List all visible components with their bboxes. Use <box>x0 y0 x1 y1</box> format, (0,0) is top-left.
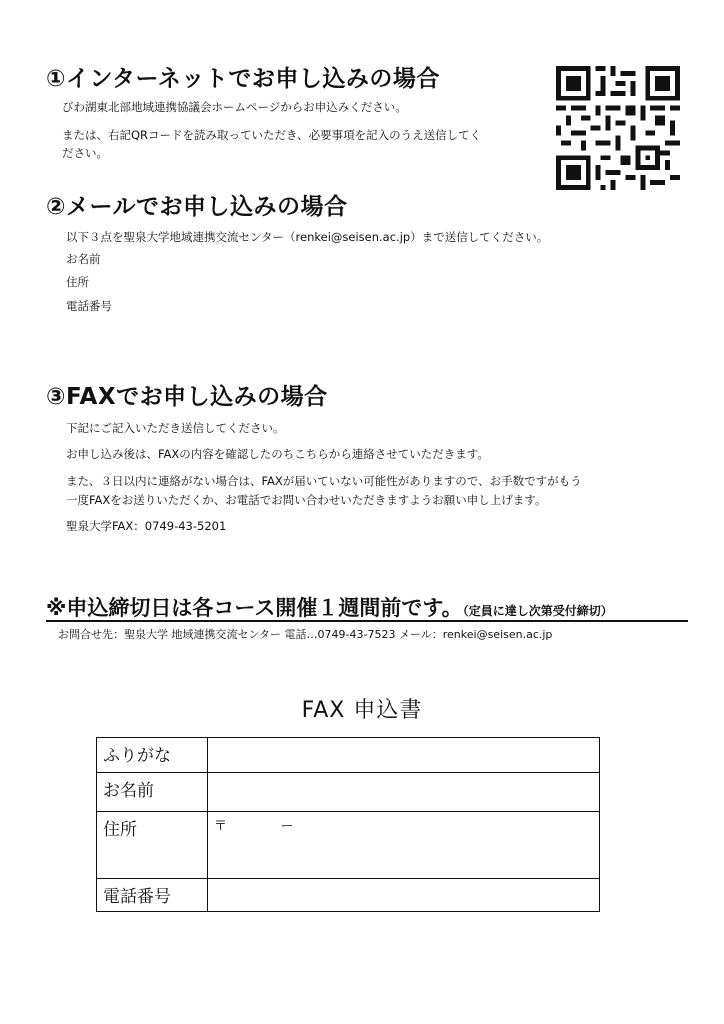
qr-code-icon[interactable] <box>556 66 680 190</box>
form-field-phone[interactable] <box>208 879 600 912</box>
section1-line2: または、右記QRコードを読み取っていただき、必要事項を記入のうえ送信してく <box>62 128 482 142</box>
section1-line3: ださい。 <box>62 146 108 160</box>
divider <box>46 620 688 622</box>
fax-application-form <box>96 737 600 912</box>
section3-heading: ③FAXでお申し込みの場合 <box>46 384 328 410</box>
section1-heading: ①インターネットでお申し込みの場合 <box>46 66 440 92</box>
form-title: FAX 申込書 <box>301 698 423 723</box>
section2-line1: 以下３点を聖泉大学地域連携交流センター（renkei@seisen.ac.jp）まで送信してください。 <box>66 230 549 244</box>
deadline-notice <box>46 592 613 622</box>
contact-info: お問合せ先：聖泉大学 地域連携交流センター 電話…0749-43-7523 メール：renkei@seisen.ac.jp <box>58 628 553 641</box>
section2-heading: ②メールでお申し込みの場合 <box>46 194 348 220</box>
section3-line3: また、３日以内に連絡がない場合は、FAXが届いていない可能性がありますので、お手数ですがもう <box>66 474 582 488</box>
section3-line2: お申し込み後は、FAXの内容を確認したのちこちらから連絡させていただきます。 <box>66 447 489 461</box>
deadline-main: ※申込締切日は各コース開催１週間前です。 <box>46 596 463 620</box>
section3-fax-number: 聖泉大学FAX：0749-43-5201 <box>66 519 227 533</box>
section2-item-address: 住所 <box>66 275 89 289</box>
postal-mark: 〒 <box>214 819 228 834</box>
deadline-note: （定員に達し次第受付締切） <box>462 604 613 618</box>
section2-item-name: お名前 <box>66 252 101 266</box>
postal-dash: ー <box>280 819 294 834</box>
form-label-name: お名前 <box>97 773 208 812</box>
form-field-furigana[interactable] <box>208 738 600 773</box>
section3-line4: 一度FAXをお送りいただくか、お電話でお問い合わせいただきますようお願い申し上げます。 <box>66 493 547 507</box>
form-label-furigana: ふりがな <box>97 738 208 773</box>
form-field-name[interactable] <box>208 773 600 812</box>
section3-line1: 下記にご記入いただき送信してください。 <box>66 421 285 435</box>
form-label-phone: 電話番号 <box>97 879 208 912</box>
section1-line1: びわ湖東北部地域連携協議会ホームページからお申込みください。 <box>62 100 407 114</box>
form-field-address[interactable] <box>208 812 600 879</box>
section2-item-phone: 電話番号 <box>66 299 112 313</box>
form-label-address: 住所 <box>97 812 208 879</box>
